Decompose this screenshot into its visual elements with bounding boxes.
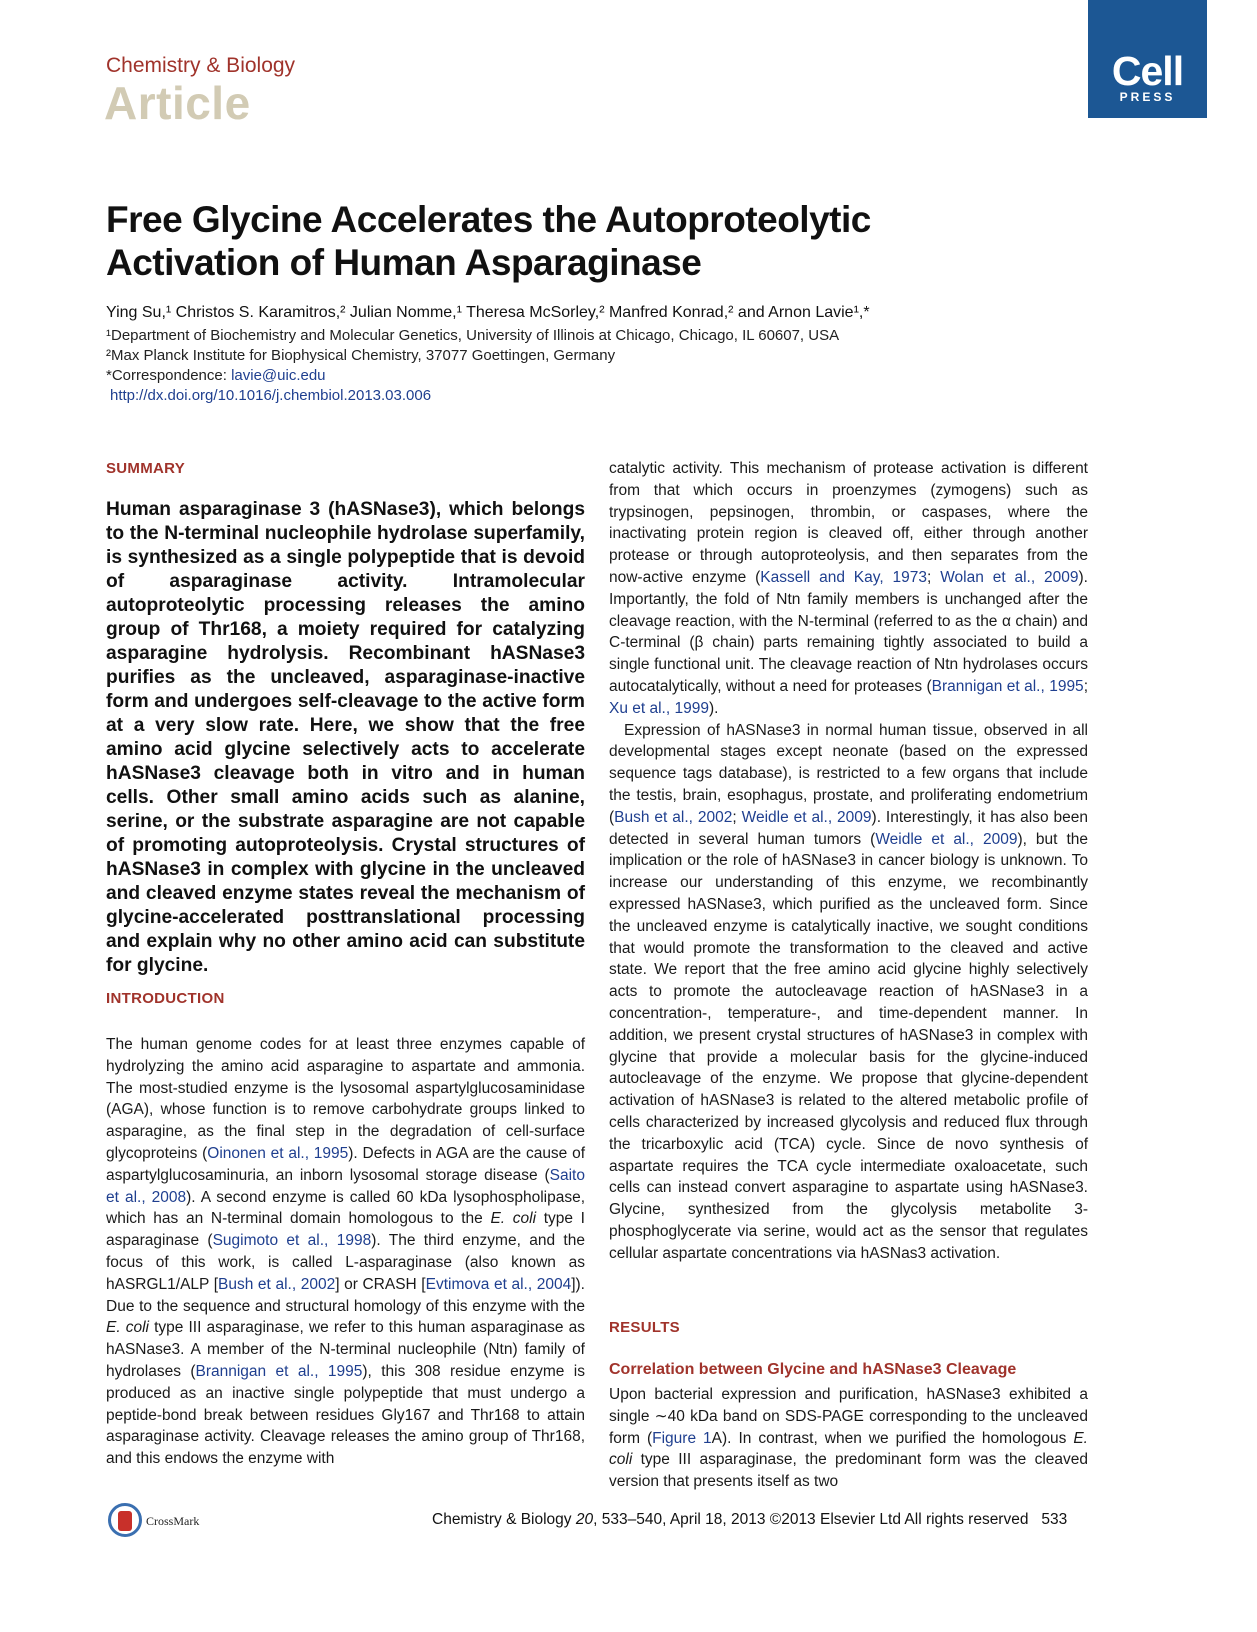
citation-link[interactable]: Brannigan et al., 1995	[931, 677, 1084, 695]
text-run: ), but the implication or the role of hASNase3 in cancer biology is unknown. To increase our understanding of this enzyme, we recombinantly expressed hASNase3, which purified as the uncleaved form. Since the uncleaved enzyme is catalytically inactive, we sought conditions that would promote the transformation to the cleaved and active state. We report that the free amino acid glycine highly selectively acts to promote the autocleavage reaction of hASNase3 in a concentration-, temperature-, and time-dependent manner. In addition, we present crystal structures of hASNase3 in complex with glycine that provide a molecular basis for the glycine-induced autocleavage of the enzyme. We propose that glycine-dependent activation of hASNase3 is related to the altered metabolic profile of cells characterized by increased glycolysis and reduced flux through the tricarboxylic acid (TCA) cycle. Since de novo synthesis of aspartate requires the TCA cycle intermediate oxaloacetate, such cells can instead convert asparagine to aspartate using hASNase3. Glycine, synthesized from the glycolysis metabolite 3-phosphoglycerate via serine, would act as the sensor that regulates cellular aspartate concentrations via hASNas3 activation.	[609, 830, 1088, 1262]
text-run: type III asparaginase, we refer to this human asparaginase as hASNase3. A member of the N-terminal nucleophile (Ntn) family of hydrolases (	[106, 1319, 586, 1380]
page-number: 533	[1041, 1511, 1068, 1528]
citation-link[interactable]: Weidle et al., 2009	[741, 808, 872, 826]
footer-citation: , 533–540, April 18, 2013 ©2013 Elsevier Ltd All rights reserved	[593, 1511, 1029, 1528]
text-run: ). A second enzyme is called 60 kDa lysophospholipase, which has an N-terminal domain homologous to the	[106, 1188, 586, 1228]
results-text	[609, 1384, 1088, 1493]
article-type: Article	[104, 77, 251, 129]
species-name: E. coli	[609, 1429, 1088, 1469]
cell-press-logo[interactable]	[1088, 0, 1207, 118]
text-run: ;	[732, 808, 742, 826]
introduction-text	[106, 1034, 585, 1470]
species-name: E. coli	[490, 1210, 537, 1228]
citation-link[interactable]: Bush et al., 2002	[614, 808, 733, 826]
doi	[110, 387, 431, 404]
title-line: Activation of Human Asparaginase	[106, 242, 702, 283]
citation-link[interactable]: Brannigan et al., 1995	[195, 1362, 363, 1380]
footer-volume: 20	[575, 1511, 594, 1528]
summary-heading: SUMMARY	[106, 460, 186, 477]
text-run: catalytic activity. This mechanism of protease activation is different from that which occurs in proenzymes (zymogens) such as trypsinogen, pepsinogen, thrombin, or caspases, where the inactivating protein region is cleaved off, either through another protease or through autoproteolysis, and then separates from the now-active enzyme (	[609, 460, 1088, 586]
citation-link[interactable]: Kassell and Kay, 1973	[760, 568, 928, 586]
citation-link[interactable]: Wolan et al., 2009	[940, 568, 1079, 586]
species-name: E. coli	[106, 1319, 149, 1337]
text-run: ). The third enzyme, and the focus of this work, is called L-asparaginase (also known as hASRGL1/ALP [	[106, 1232, 585, 1293]
text-run: ). Importantly, the fold of Ntn family members is unchanged after the cleavage reaction, with the N-terminal (referred to as the α chain) and C-terminal (β chain) parts remaining tightly associated to build a single functional unit. The cleavage reaction of Ntn hydrolases occurs autocatalytically, without a need for proteases (	[609, 568, 1088, 695]
page-footer	[432, 1511, 1067, 1529]
citation-link[interactable]: Evtimova et al., 2004	[425, 1275, 572, 1293]
text-run: type I asparaginase (	[106, 1210, 585, 1250]
author-list: Ying Su,¹ Christos S. Karamitros,² Julian Nomme,¹ Theresa McSorley,² Manfred Konrad,² and Arnon Lavie¹,*	[106, 304, 870, 321]
correspondence-label: *Correspondence:	[106, 367, 232, 384]
summary-text	[106, 498, 585, 978]
text-run: ;	[1083, 677, 1088, 695]
results-paragraph	[609, 1384, 1088, 1493]
article-title	[106, 198, 1106, 284]
text-run: ] or CRASH [	[335, 1275, 426, 1293]
citation-link[interactable]: Sugimoto et al., 1998	[212, 1232, 372, 1250]
right-paragraph-2	[609, 720, 1088, 1265]
correspondence	[106, 367, 326, 384]
text-run: ). Defects in AGA are the cause of aspartylglucosaminuria, an inborn lysosomal storage disease (	[106, 1144, 586, 1184]
results-heading: RESULTS	[609, 1319, 680, 1336]
correspondence-email-link[interactable]: lavie@uic.edu	[231, 367, 326, 384]
text-run: The human genome codes for at least three enzymes capable of hydrolyzing the amino acid asparagine to aspartate and ammonia. The most-studied enzyme is the lysosomal aspartylglucosaminidase (AGA), whose function is to remove carbohydrate groups linked to asparagine, as the final step in the degradation of cell-surface glycoproteins (	[106, 1036, 585, 1162]
title-line: Free Glycine Accelerates the Autoproteolytic	[106, 199, 871, 240]
citation-link[interactable]: Bush et al., 2002	[218, 1275, 336, 1293]
citation-link[interactable]: Oinonen et al., 1995	[207, 1144, 349, 1162]
introduction-paragraph	[106, 1034, 585, 1470]
doi-link[interactable]: http://dx.doi.org/10.1016/j.chembiol.2013.03.006	[110, 387, 432, 404]
affiliation-1: ¹Department of Biochemistry and Molecular Genetics, University of Illinois at Chicago, Chicago, IL 60607, USA	[106, 327, 840, 344]
citation-link[interactable]: Xu et al., 1999	[609, 699, 709, 717]
crossmark-icon[interactable]	[108, 1503, 142, 1537]
text-run: Expression of hASNase3 in normal human tissue, observed in all developmental stages except neonate (based on the expressed sequence tags database), is restricted to a few organs that include the testis, brain, esophagus, prostate, and proliferating endometrium (	[609, 721, 1088, 826]
text-run: type III asparaginase, the predominant form was the cleaved version that presents itself as two	[609, 1451, 1088, 1491]
citation-link[interactable]: Weidle et al., 2009	[875, 830, 1018, 848]
text-run: Upon bacterial expression and purification, hASNase3 exhibited a single ∼40 kDa band on SDS-PAGE corresponding to the uncleaved form (	[609, 1386, 1088, 1447]
text-run: ]). Due to the sequence and structural homology of this enzyme with the	[106, 1275, 585, 1315]
figure-link[interactable]: Figure 1	[652, 1429, 712, 1447]
text-run: ).	[708, 699, 719, 717]
journal-name: Chemistry & Biology	[106, 54, 296, 77]
text-run: ). Interestingly, it has also been detected in several human tumors (	[609, 808, 1088, 848]
crossmark-bookmark-shape	[118, 1511, 132, 1531]
crossmark-label[interactable]: CrossMark	[146, 1514, 200, 1528]
right-paragraph-1	[609, 458, 1088, 720]
summary-paragraph: Human asparaginase 3 (hASNase3), which belongs to the N-terminal nucleophile hydrolase superfamily, is synthesized as a single polypeptide that is devoid of asparaginase activity. Intramolecular autoproteolytic processing releases the amino group of Thr168, a moiety required for catalyzing asparagine hydrolysis. Recombinant hASNase3 purifies as the uncleaved, asparaginase-inactive form and undergoes self-cleavage to the active form at a very slow rate. Here, we show that the free amino acid glycine selectively acts to accelerate hASNase3 cleavage both in vitro and in human cells. Other small amino acids such as alanine, serine, or the substrate asparagine are not capable of promoting autoproteolysis. Crystal structures of hASNase3 in complex with glycine in the uncleaved and cleaved enzyme states reveal the mechanism of glycine-accelerated posttranslational processing and explain why no other amino acid can substitute for glycine.	[106, 499, 585, 976]
text-run: ;	[927, 568, 941, 586]
text-run: ), this 308 residue enzyme is produced as an inactive single polypeptide that must undergo a peptide-bond break between residues Gly167 and Thr168 to attain asparaginase activity. Cleavage releases the amino group of Thr168, and this endows the enzyme with	[106, 1362, 585, 1468]
introduction-heading: INTRODUCTION	[106, 990, 225, 1007]
footer-journal: Chemistry & Biology	[432, 1511, 576, 1528]
right-column-text	[609, 458, 1088, 1264]
affiliation-2: ²Max Planck Institute for Biophysical Chemistry, 37077 Goettingen, Germany	[106, 347, 616, 364]
logo-press: PRESS	[1119, 90, 1176, 104]
results-subheading: Correlation between Glycine and hASNase3 Cleavage	[609, 1361, 1017, 1378]
logo-word: Cell	[1111, 48, 1184, 94]
citation-link[interactable]: Saito et al., 2008	[106, 1166, 585, 1206]
text-run: A). In contrast, when we purified the homologous	[711, 1429, 1074, 1447]
